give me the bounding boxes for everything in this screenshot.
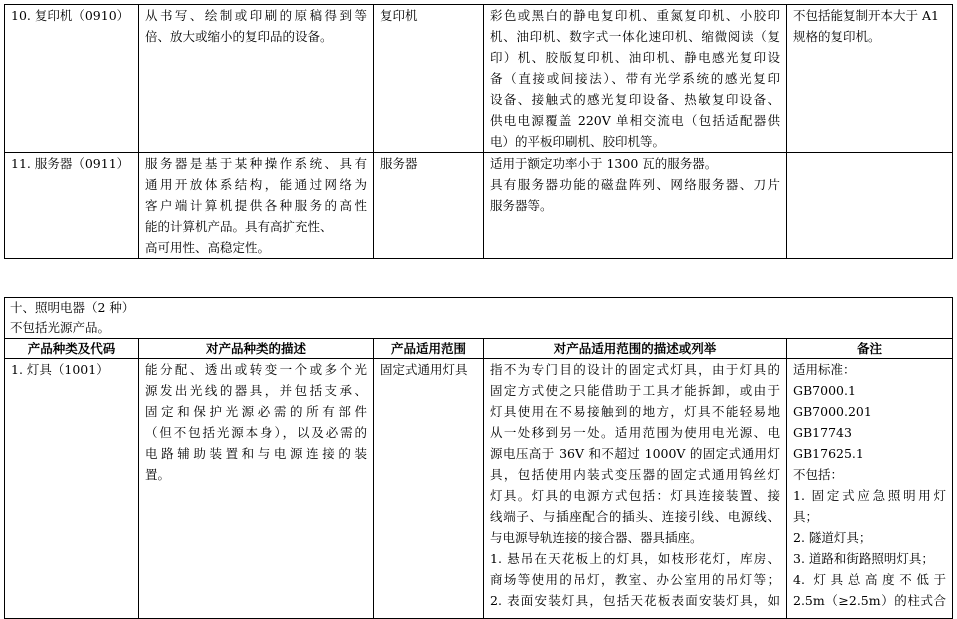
remarks-line: 不包括能复制开本大于 A1: [793, 8, 939, 23]
scope-description-cell: [484, 5, 787, 153]
column-header-scope-description: 对产品适用范围的描述或列举: [484, 339, 787, 359]
scope-text: 固定式通用灯具: [380, 362, 468, 377]
remarks-line: 2.5m（≥2.5m）的柱式合: [793, 593, 947, 608]
scope-line: 从一处移到另一处。适用范围为使用电光源、电: [490, 425, 780, 440]
remarks-cell: [787, 359, 953, 619]
table-row: [5, 5, 953, 153]
column-header-description: 对产品种类的描述: [139, 339, 374, 359]
product-code: 11. 服务器（0911）: [11, 156, 130, 171]
description-cell: [139, 359, 374, 619]
scope-line: 服务器等。: [490, 198, 553, 213]
scope-line: 具有服务器功能的磁盘阵列、网络服务器、刀片: [490, 177, 780, 192]
scope-line: 源电压高于 36V 和不超过 1000V 的固定式通用灯: [490, 446, 780, 461]
column-header-scope: 产品适用范围: [374, 339, 484, 359]
table-row: [5, 359, 953, 619]
product-code-cell: [5, 5, 139, 153]
description-line: 能的计算机产品。具有高扩充性、: [145, 219, 333, 234]
scope-line: 与电源导轨连接的接合器、器具插座。: [490, 530, 703, 545]
scope-text: 复印机: [380, 8, 418, 23]
scope-cell: [374, 5, 484, 153]
section-note: 不包括光源产品。: [10, 320, 111, 335]
scope-cell: [374, 359, 484, 619]
description-line: 通用开放体系结构，能通过网络为: [145, 177, 367, 192]
section-header-row: [5, 298, 953, 339]
scope-line: 设备、接触式的感光复印设备、热敏复印设备、: [490, 92, 780, 107]
scope-text: 服务器: [380, 156, 418, 171]
scope-line: 适用于额定功率小于 1300 瓦的服务器。: [490, 156, 718, 171]
scope-line: 机、油印机、数字式一体化速印机、缩微阅读（复: [490, 29, 780, 44]
description-line: 能分配、透出或转变一个或多个光: [145, 362, 367, 377]
scope-cell: [374, 153, 484, 259]
scope-line: 1. 悬吊在天花板上的灯具，如枝形花灯，库房、: [490, 551, 780, 566]
description-line: 倍、放大或缩小的复印品的设备。: [145, 29, 333, 44]
description-line: 固定和保护光源必需的所有部件: [145, 404, 367, 419]
scope-line: 线端子、与插座配合的插头、连接引线、电源线、: [490, 509, 780, 524]
scope-line: 备（直接或间接法）、带有光学系统的感光复印: [490, 71, 780, 86]
scope-line: 指不为专门目的设计的固定式灯具，由于灯具的: [490, 362, 780, 377]
remarks-line: GB17625.1: [793, 446, 864, 461]
scope-line: 灯具。灯具的电源方式包括：灯具连接装置、接: [490, 488, 780, 503]
remarks-line: 具；: [793, 509, 819, 524]
scope-description-cell: [484, 153, 787, 259]
product-code: 1. 灯具（1001）: [11, 362, 109, 377]
column-header-row: [5, 339, 953, 359]
description-line: 客户端计算机提供各种服务的高性: [145, 198, 367, 213]
remarks-cell: [787, 5, 953, 153]
scope-description-cell: [484, 359, 787, 619]
remarks-line: GB17743: [793, 425, 852, 440]
remarks-line: GB7000.1: [793, 383, 856, 398]
section-header-cell: [5, 298, 953, 339]
section-title: 十、照明电器（2 种）: [10, 300, 135, 315]
remarks-cell: [787, 153, 953, 259]
scope-line: 印）机、胶版复印机、油印机、静电感光复印设: [490, 50, 780, 65]
description-line: 电路辅助装置和与电源连接的装: [145, 446, 367, 461]
description-line: 置。: [145, 467, 171, 482]
scope-line: 彩色或黑白的静电复印机、重氮复印机、小胶印: [490, 8, 780, 23]
scope-line: 供电电源覆盖 220V 单相交流电（包括适配器供: [490, 113, 780, 128]
product-code: 10. 复印机（0910）: [11, 8, 130, 23]
remarks-line: GB7000.201: [793, 404, 872, 419]
scope-line: 具，包括使用内装式变压器的固定式通用钨丝灯: [490, 467, 780, 482]
scope-line: 电）的平板印刷机、胶印机等。: [490, 134, 666, 149]
remarks-line: 适用标准：: [793, 362, 856, 377]
column-header-code: 产品种类及代码: [5, 339, 139, 359]
scope-line: 商场等使用的吊灯，教室、办公室用的吊灯等；: [490, 572, 780, 587]
lighting-table: [4, 297, 953, 619]
scope-line: 2. 表面安装灯具，包括天花板表面安装灯具，如: [490, 593, 780, 608]
description-line: 高可用性、高稳定性。: [145, 240, 271, 255]
remarks-line: 1. 固定式应急照明用灯: [793, 488, 947, 503]
description-cell: [139, 5, 374, 153]
table-row: [5, 153, 953, 259]
remarks-line: 规格的复印机。: [793, 29, 881, 44]
remarks-line: 4. 灯具总高度不低于: [793, 572, 947, 587]
description-cell: [139, 153, 374, 259]
scope-line: 固定方式使之只能借助于工具才能拆卸，或由于: [490, 383, 780, 398]
scope-line: 灯具使用在不易接触到的地方，灯具不能轻易地: [490, 404, 780, 419]
description-line: 源发出光线的器具，并包括支承、: [145, 383, 367, 398]
remarks-line: 3. 道路和街路照明灯具；: [793, 551, 934, 566]
description-line: （但不包括光源本身），以及必需的: [145, 425, 367, 440]
description-line: 从书写、绘制或印刷的原稿得到等: [145, 8, 367, 23]
product-table-continued: [4, 4, 953, 259]
remarks-line: 2. 隧道灯具；: [793, 530, 872, 545]
product-code-cell: [5, 153, 139, 259]
description-line: 服务器是基于某种操作系统、具有: [145, 156, 367, 171]
column-header-remarks: 备注: [787, 339, 953, 359]
remarks-line: 不包括：: [793, 467, 844, 482]
product-code-cell: [5, 359, 139, 619]
